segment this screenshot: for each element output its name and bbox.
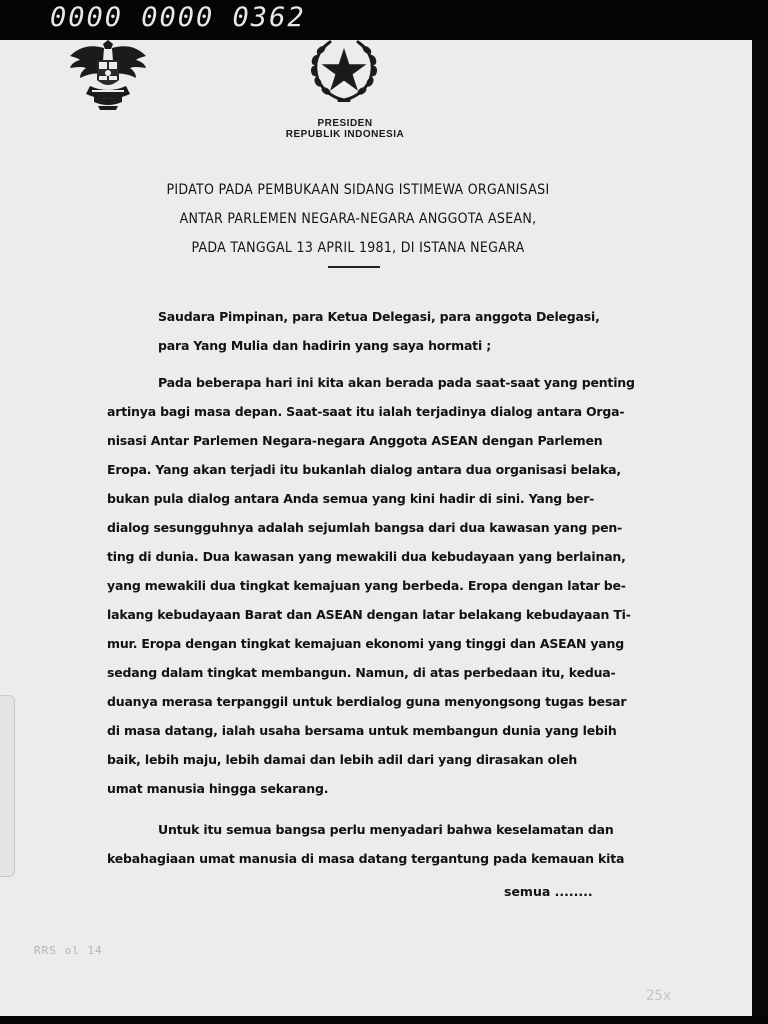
title-line-3: PADA TANGGAL 13 APRIL 1981, DI ISTANA NEGARA (191, 240, 525, 256)
star-wreath-seal-icon (302, 36, 386, 104)
garuda-emblem-icon (68, 34, 148, 114)
paragraph-line: di masa datang, ialah usaha bersama untuk membangun dunia yang lebih (107, 723, 617, 738)
paragraph-line: yang mewakili dua tingkat kemajuan yang berbeda. Eropa dengan latar be- (107, 578, 626, 593)
paragraph-line: ting di dunia. Dua kawasan yang mewakili dua kebudayaan yang berlainan, (107, 549, 626, 564)
speech-title (108, 176, 608, 263)
archive-stamp: RRS ol 14 (34, 944, 103, 957)
letterhead-line-presiden: PRESIDEN (317, 118, 373, 129)
binder-tab (0, 695, 15, 877)
paragraph-line: artinya bagi masa depan. Saat-saat itu ialah terjadinya dialog antara Orga- (107, 404, 625, 419)
paragraph-line: duanya merasa terpanggil untuk berdialog guna menyongsong tugas besar (107, 694, 627, 709)
paragraph-line: nisasi Antar Parlemen Negara-negara Anggota ASEAN dengan Parlemen (107, 433, 603, 448)
salutation-line: Saudara Pimpinan, para Ketua Delegasi, para anggota Delegasi, (158, 309, 600, 324)
paragraph-line: Pada beberapa hari ini kita akan berada pada saat-saat yang penting (158, 375, 635, 390)
letterhead-line-republic: REPUBLIK INDONESIA (285, 129, 405, 140)
body-paragraph-1 (107, 368, 635, 803)
paragraph-line: Eropa. Yang akan terjadi itu bukanlah dialog antara dua organisasi belaka, (107, 462, 621, 477)
paragraph-line: sedang dalam tingkat membangun. Namun, di atas perbedaan itu, kedua- (107, 665, 616, 680)
paragraph-line: mur. Eropa dengan tingkat kemajuan ekonomi yang tinggi dan ASEAN yang (107, 636, 624, 651)
paragraph-line: dialog sesungguhnya adalah sejumlah bangsa dari dua kawasan yang pen- (107, 520, 623, 535)
paragraph-line: Untuk itu semua bangsa perlu menyadari bahwa keselamatan dan (158, 822, 614, 837)
paragraph-line: kebahagiaan umat manusia di masa datang tergantung pada kemauan kita (107, 851, 625, 866)
salutation-line: para Yang Mulia dan hadirin yang saya hormati ; (158, 338, 491, 353)
title-line-1: PIDATO PADA PEMBUKAAN SIDANG ISTIMEWA ORGANISASI (166, 182, 550, 198)
paragraph-line: baik, lebih maju, lebih damai dan lebih adil dari yang dirasakan oleh (107, 752, 578, 767)
film-bottom-edge (0, 1016, 768, 1024)
paragraph-line: umat manusia hingga sekarang. (107, 781, 329, 796)
salutation (107, 302, 627, 360)
page-continuation: semua ........ (504, 884, 593, 899)
letterhead (250, 118, 440, 140)
title-underline (328, 266, 380, 268)
body-paragraph-2 (107, 815, 627, 873)
paragraph-line: bukan pula dialog antara Anda semua yang kini hadir di sini. Yang ber- (107, 491, 595, 506)
film-edge (752, 40, 768, 1024)
film-frame-number: 0000 0000 0362 (50, 2, 306, 33)
title-line-2: ANTAR PARLEMEN NEGARA-NEGARA ANGGOTA ASEAN, (179, 211, 537, 227)
corner-mark: 25x (646, 988, 672, 1004)
paragraph-line: lakang kebudayaan Barat dan ASEAN dengan latar belakang kebudayaan Ti- (107, 607, 631, 622)
